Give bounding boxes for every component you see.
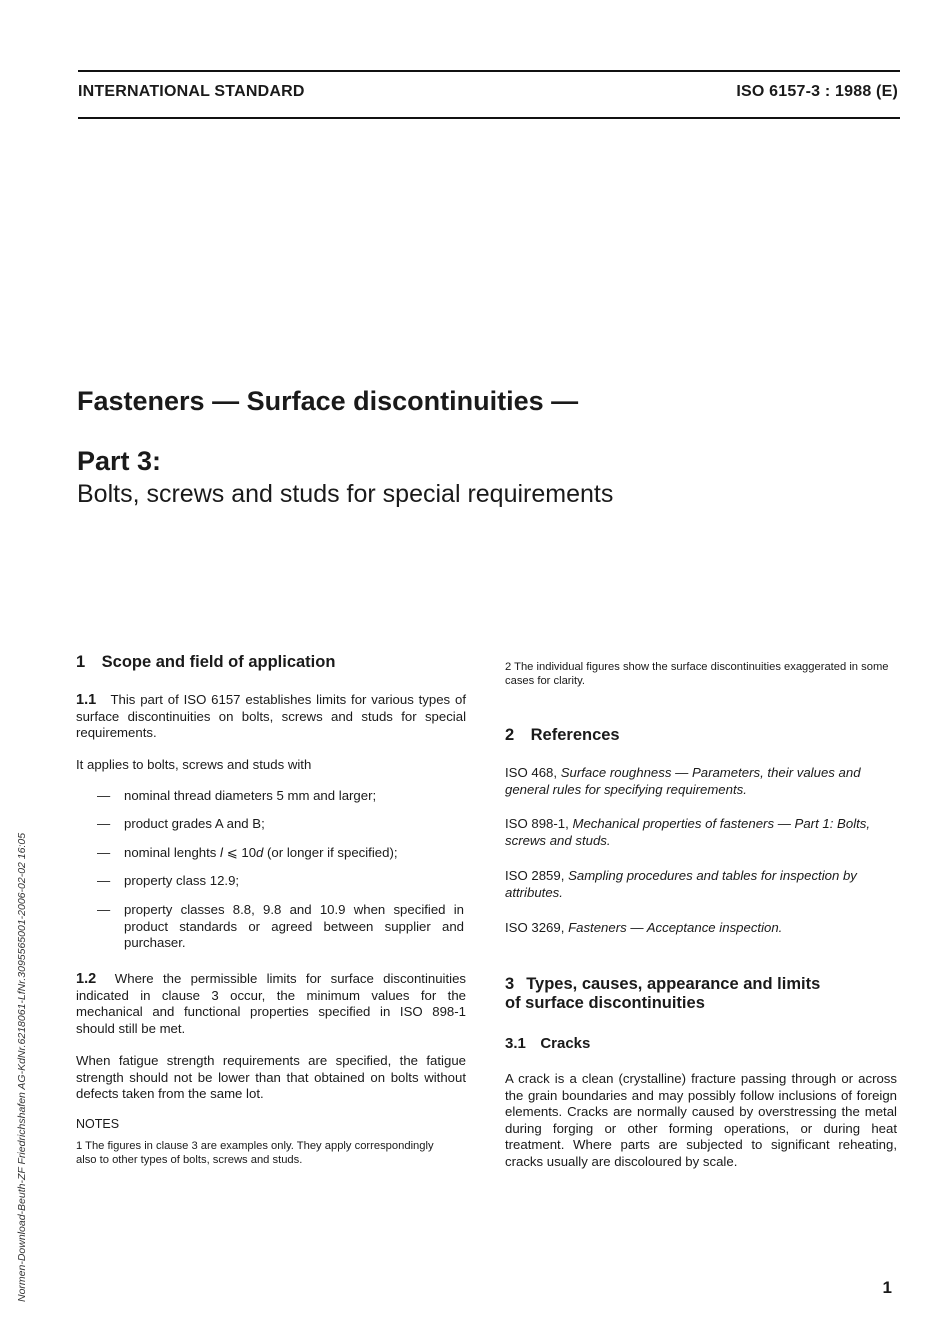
reference-item (505, 868, 897, 901)
reference-text (505, 816, 897, 849)
clause-text: This part of ISO 6157 establishes limits for various types of surface discontinuities on bolts, screws and studs for special requirements. (76, 692, 466, 741)
reference-text (505, 765, 897, 798)
list-dash: — (97, 902, 111, 917)
reference-code: ISO 3269, (505, 920, 565, 935)
section-title: References (530, 726, 620, 744)
reference-text (505, 920, 897, 937)
reference-title: Sampling procedures and tables for inspection by attributes. (505, 868, 857, 900)
clause-number: 1.2 (76, 971, 97, 987)
header-standard-label: INTERNATIONAL STANDARD (78, 83, 305, 100)
applies-text: It applies to bolts, screws and studs with (76, 757, 312, 772)
list-item-symbol: l (220, 845, 223, 860)
header-standard-number: ISO 6157-3 : 1988 (E) (736, 83, 898, 100)
fatigue-paragraph: When fatigue strength requirements are specified, the fatigue strength should not be lower than that obtained on bolts without defects taken from the same lot. (76, 1053, 466, 1102)
clause-text: Where the permissible limits for surface discontinuities indicated in clause 3 occur, the minimum values for the mechanical and functional properties specified in ISO 898-1 should still be met. (76, 971, 467, 1036)
note-1: 1 The figures in clause 3 are examples only. They apply correspondingly also to other types of bolts, screws and studs. (76, 1140, 434, 1166)
clause-paragraph (76, 692, 466, 742)
list-item-text: (or longer if specified); (263, 845, 398, 860)
section-number: 2 (505, 726, 515, 744)
clause-1-1 (76, 692, 466, 742)
reference-title: Fasteners — Acceptance inspection. (568, 920, 783, 935)
reference-item (505, 765, 897, 798)
clause-paragraph (76, 971, 466, 1037)
part-label: Part 3: (77, 446, 162, 476)
section-2-heading (505, 726, 897, 745)
list-item-text: product grades A and B; (124, 816, 265, 831)
document-subtitle: Bolts, screws and studs for special requirements (77, 480, 614, 508)
list-item-text: property classes 8.8, 9.8 and 10.9 when specified in product standards or agreed between supplier and purchaser. (124, 902, 464, 951)
notes-heading: NOTES (76, 1117, 120, 1131)
note-2: 2 The individual figures show the surface discontinuities exaggerated in some cases for clarity. (505, 661, 889, 687)
reference-text (505, 868, 897, 901)
clause-number: 1.1 (76, 692, 97, 708)
reference-code: ISO 898-1, (505, 816, 569, 831)
list-item (124, 816, 464, 833)
subsection-title: Cracks (540, 1035, 591, 1052)
subsection-number: 3.1 (505, 1035, 526, 1052)
top-rule (78, 70, 900, 72)
list-item (124, 845, 464, 862)
list-item (124, 873, 464, 890)
page-number: 1 (882, 1278, 892, 1297)
list-dash: — (97, 788, 111, 803)
list-item-symbol: d (256, 845, 264, 860)
section-title: Scope and field of application (101, 653, 336, 671)
list-item-text: nominal thread diameters 5 mm and larger; (124, 788, 377, 803)
header-rule (78, 117, 900, 119)
cracks-paragraph: A crack is a clean (crystalline) fracture passing through or across the grain boundaries and may possibly follow inclusions of foreign elements. Cracks are normally caused by overstressing the metal during forging or other forming operations, or during heat treatment. Where parts are subjected to significant reheating, cracks usually are discoloured by scale. (505, 1071, 897, 1169)
list-dash: — (97, 873, 111, 888)
clause-1-2 (76, 971, 466, 1037)
list-dash: — (97, 845, 111, 860)
section-title-line: of surface discontinuities (505, 994, 705, 1012)
section-number: 3 (505, 975, 515, 993)
reference-item (505, 920, 897, 937)
list-item (124, 902, 464, 952)
reference-title: Mechanical properties of fasteners — Part 1: Bolts, screws and studs. (505, 816, 871, 848)
reference-title: Surface roughness — Parameters, their values and general rules for specifying requirements. (505, 765, 861, 797)
list-item-text: nominal lenghts (124, 845, 221, 860)
list-item-text: ⩽ 10 (222, 845, 257, 860)
list-item (124, 788, 464, 805)
subsection-3-1-heading (505, 1035, 897, 1053)
list-item-text: property class 12.9; (124, 873, 240, 888)
section-title: Types, causes, appearance and limits (526, 975, 821, 993)
section-3-heading (505, 975, 897, 1013)
section-1-heading (76, 653, 466, 672)
reference-item (505, 816, 897, 849)
list-dash: — (97, 816, 111, 831)
reference-code: ISO 468, (505, 765, 558, 780)
section-number: 1 (76, 653, 86, 671)
section-title-line (505, 975, 897, 994)
document-title: Fasteners — Surface discontinuities — (77, 386, 579, 416)
side-watermark: Normen-Download-Beuth-ZF Friedrichshafen AG-KdNr.6218061-LfNr.3095565001-2006-02-02 16:05 (16, 832, 28, 1302)
reference-code: ISO 2859, (505, 868, 565, 883)
